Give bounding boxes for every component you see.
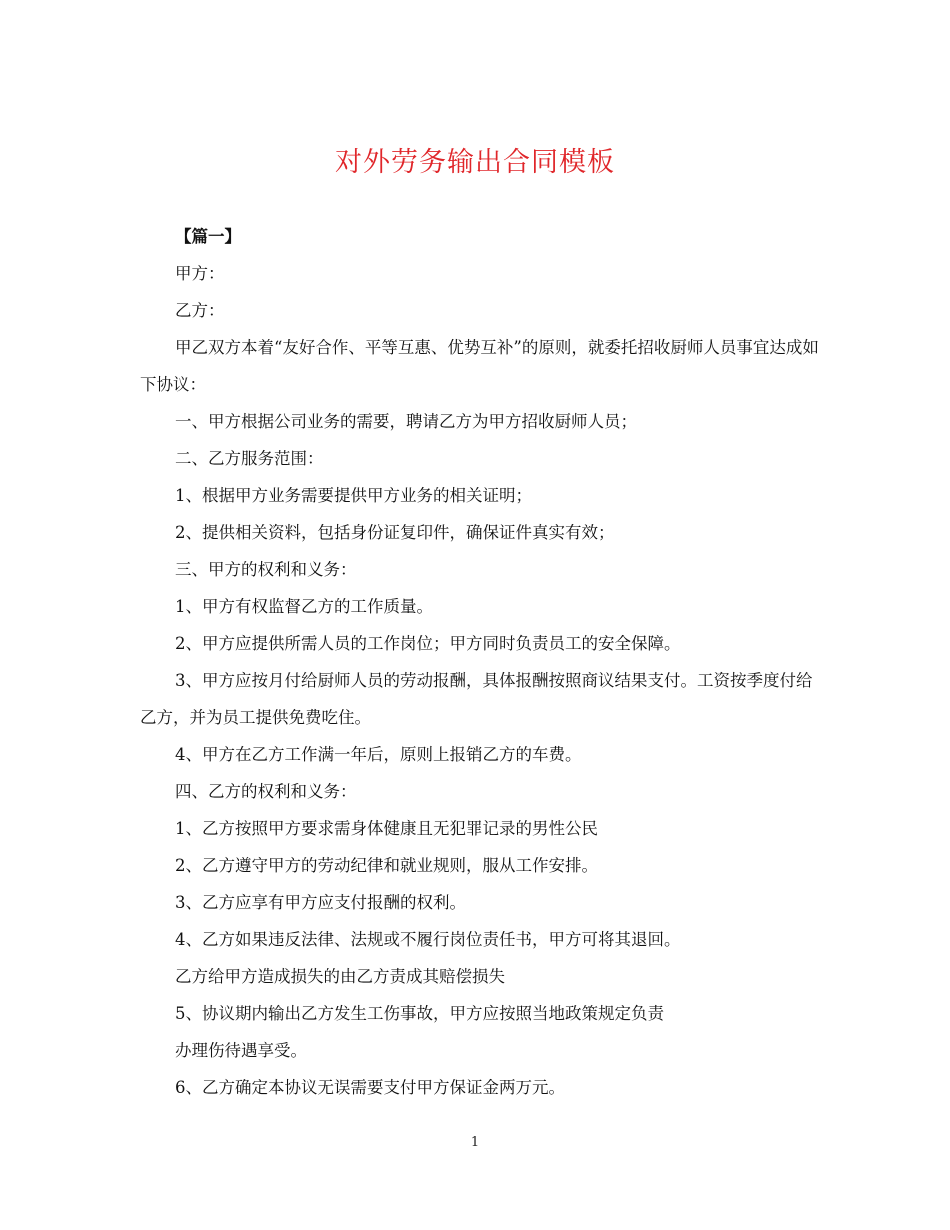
clause-4-item-4: 4、乙方如果违反法律、法规或不履行岗位责任书，甲方可将其退回。 xyxy=(175,930,681,949)
clause-2-heading: 二、乙方服务范围： xyxy=(175,449,324,468)
document-body xyxy=(140,218,820,1106)
page-number: 1 xyxy=(470,1135,480,1150)
clause-4-heading: 四、乙方的权利和义务： xyxy=(175,782,357,801)
preamble-paragraph: 甲乙双方本着“友好合作、平等互惠、优势互补”的原则，就委托招收厨师人员事宜达成如下协议： xyxy=(140,338,819,394)
clause-3-item-3: 3、甲方应按月付给厨师人员的劳动报酬，具体报酬按照商议结果支付。工资按季度付给乙方，并为员工提供免费吃住。 xyxy=(140,671,813,727)
clause-4-item-2: 2、乙方遵守甲方的劳动纪律和就业规则，服从工作安排。 xyxy=(175,856,598,875)
clause-4-item-1: 1、乙方按照甲方要求需身体健康且无犯罪记录的男性公民 xyxy=(175,819,598,838)
party-b-line: 乙方： xyxy=(175,301,225,320)
clause-2-item-2: 2、提供相关资料，包括身份证复印件，确保证件真实有效； xyxy=(175,523,615,542)
document-title: 对外劳务输出合同模板 xyxy=(335,147,615,178)
clause-4-item-6: 6、乙方确定本协议无误需要支付甲方保证金两万元。 xyxy=(175,1078,565,1097)
section-heading: 【篇一】 xyxy=(175,227,241,246)
clause-3-item-1: 1、甲方有权监督乙方的工作质量。 xyxy=(175,597,433,616)
clause-3-item-2: 2、甲方应提供所需人员的工作岗位；甲方同时负责员工的安全保障。 xyxy=(175,634,681,653)
clause-4-item-4-continued: 乙方给甲方造成损失的由乙方责成其赔偿损失 xyxy=(175,967,505,986)
party-a-line: 甲方： xyxy=(175,264,225,283)
clause-3-heading: 三、甲方的权利和义务： xyxy=(175,560,357,579)
clause-2-item-1: 1、根据甲方业务需要提供甲方业务的相关证明； xyxy=(175,486,532,505)
clause-1: 一、甲方根据公司业务的需要，聘请乙方为甲方招收厨师人员； xyxy=(175,412,637,431)
clause-4-item-3: 3、乙方应享有甲方应支付报酬的权利。 xyxy=(175,893,466,912)
clause-4-item-5-continued: 办理伤待遇享受。 xyxy=(175,1041,307,1060)
clause-4-item-5: 5、协议期内输出乙方发生工伤事故，甲方应按照当地政策规定负责 xyxy=(175,1004,664,1023)
clause-3-item-4: 4、甲方在乙方工作满一年后，原则上报销乙方的车费。 xyxy=(175,745,582,764)
